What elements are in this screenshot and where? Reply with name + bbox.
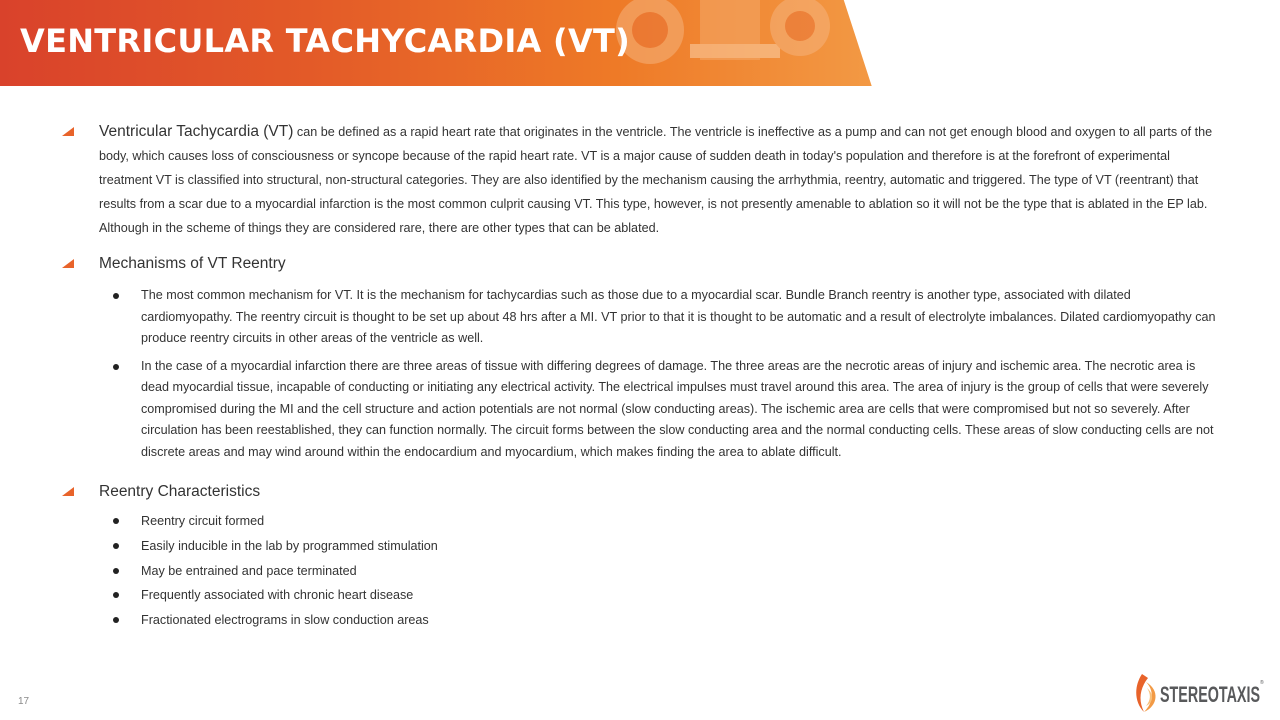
mechanisms-section: [62, 252, 1222, 463]
intro-lead: Ventricular Tachycardia (VT): [99, 123, 294, 140]
title-banner: [0, 0, 880, 86]
characteristics-list: [62, 512, 1222, 629]
list-item: Easily inducible in the lab by programmed stimulation: [141, 537, 1222, 555]
list-item: Reentry circuit formed: [141, 512, 1222, 530]
mechanisms-list: [62, 285, 1222, 463]
arrow-bullet-icon: [62, 259, 74, 268]
characteristics-section: [62, 480, 1222, 629]
stereotaxis-logo: [1132, 668, 1264, 714]
characteristics-heading: Reentry Characteristics: [99, 483, 261, 500]
list-item: The most common mechanism for VT. It is the mechanism for tachycardias such as those due to a myocardial scar. Bundle Branch reentry is another type, associated with dilated cardiomyopathy. The reentry circuit is thought to be set up about 48 hrs after a MI. VT prior to that it is thought to be automatic and a result of electrolyte imbalances. Dilated cardiomyopathy can produce reentry circuits in other areas of the ventricle as well.: [141, 285, 1222, 350]
arrow-bullet-icon: [62, 487, 74, 496]
slide-content: [62, 120, 1222, 636]
list-item: May be entrained and pace terminated: [141, 562, 1222, 580]
svg-text:®: ®: [1260, 680, 1264, 686]
list-item: Fractionated electrograms in slow conduction areas: [141, 611, 1222, 629]
page-number: 17: [18, 696, 30, 707]
svg-text:STEREOTAXIS: STEREOTAXIS: [1160, 682, 1260, 707]
list-item: Frequently associated with chronic heart disease: [141, 586, 1222, 604]
intro-paragraph: [99, 120, 1222, 240]
intro-section: [62, 120, 1222, 240]
mechanisms-heading: Mechanisms of VT Reentry: [99, 255, 286, 272]
slide-title: VENTRICULAR TACHYCARDIA (VT): [20, 22, 631, 60]
list-item: In the case of a myocardial infarction there are three areas of tissue with differing degrees of damage. The three areas are the necrotic areas of injury and ischemic area. The necrotic area is dead myocardial tissue, incapable of conducting or initiating any electrical activity. The electrical impulses must travel around this area. The area of injury is the group of cells that were severely compromised during the MI and the cell structure and action potentials are not normal (slow conducting areas). The ischemic area are cells that were compromised but not so severely. After circulation has been reestablished, they can function normally. The circuit forms between the slow conducting area and the normal conducting cells. These areas of slow conducting cells are not discrete areas and may wind around within the endocardium and myocardium, which makes finding the area to ablate difficult.: [141, 356, 1222, 464]
intro-text: can be defined as a rapid heart rate that originates in the ventricle. The ventricle is ineffective as a pump and can not get enough blood and oxygen to all parts of the body, which causes loss of consciousness or syncope because of the rapid heart rate. VT is a major cause of sudden death in today's population and therefore is at the forefront of experimental treatment VT is classified into structural, non-structural categories. They are also identified by the mechanism causing the arrhythmia, reentry, automatic and triggered. The type of VT (reentrant) that results from a scar due to a myocardial infarction is the most common culprit causing VT. This type, however, is not presently amenable to ablation so it will not be the type that is ablated in the EP lab. Although in the scheme of things they are considered rare, there are other types that can be ablated.: [99, 125, 1213, 235]
arrow-bullet-icon: [62, 127, 74, 136]
